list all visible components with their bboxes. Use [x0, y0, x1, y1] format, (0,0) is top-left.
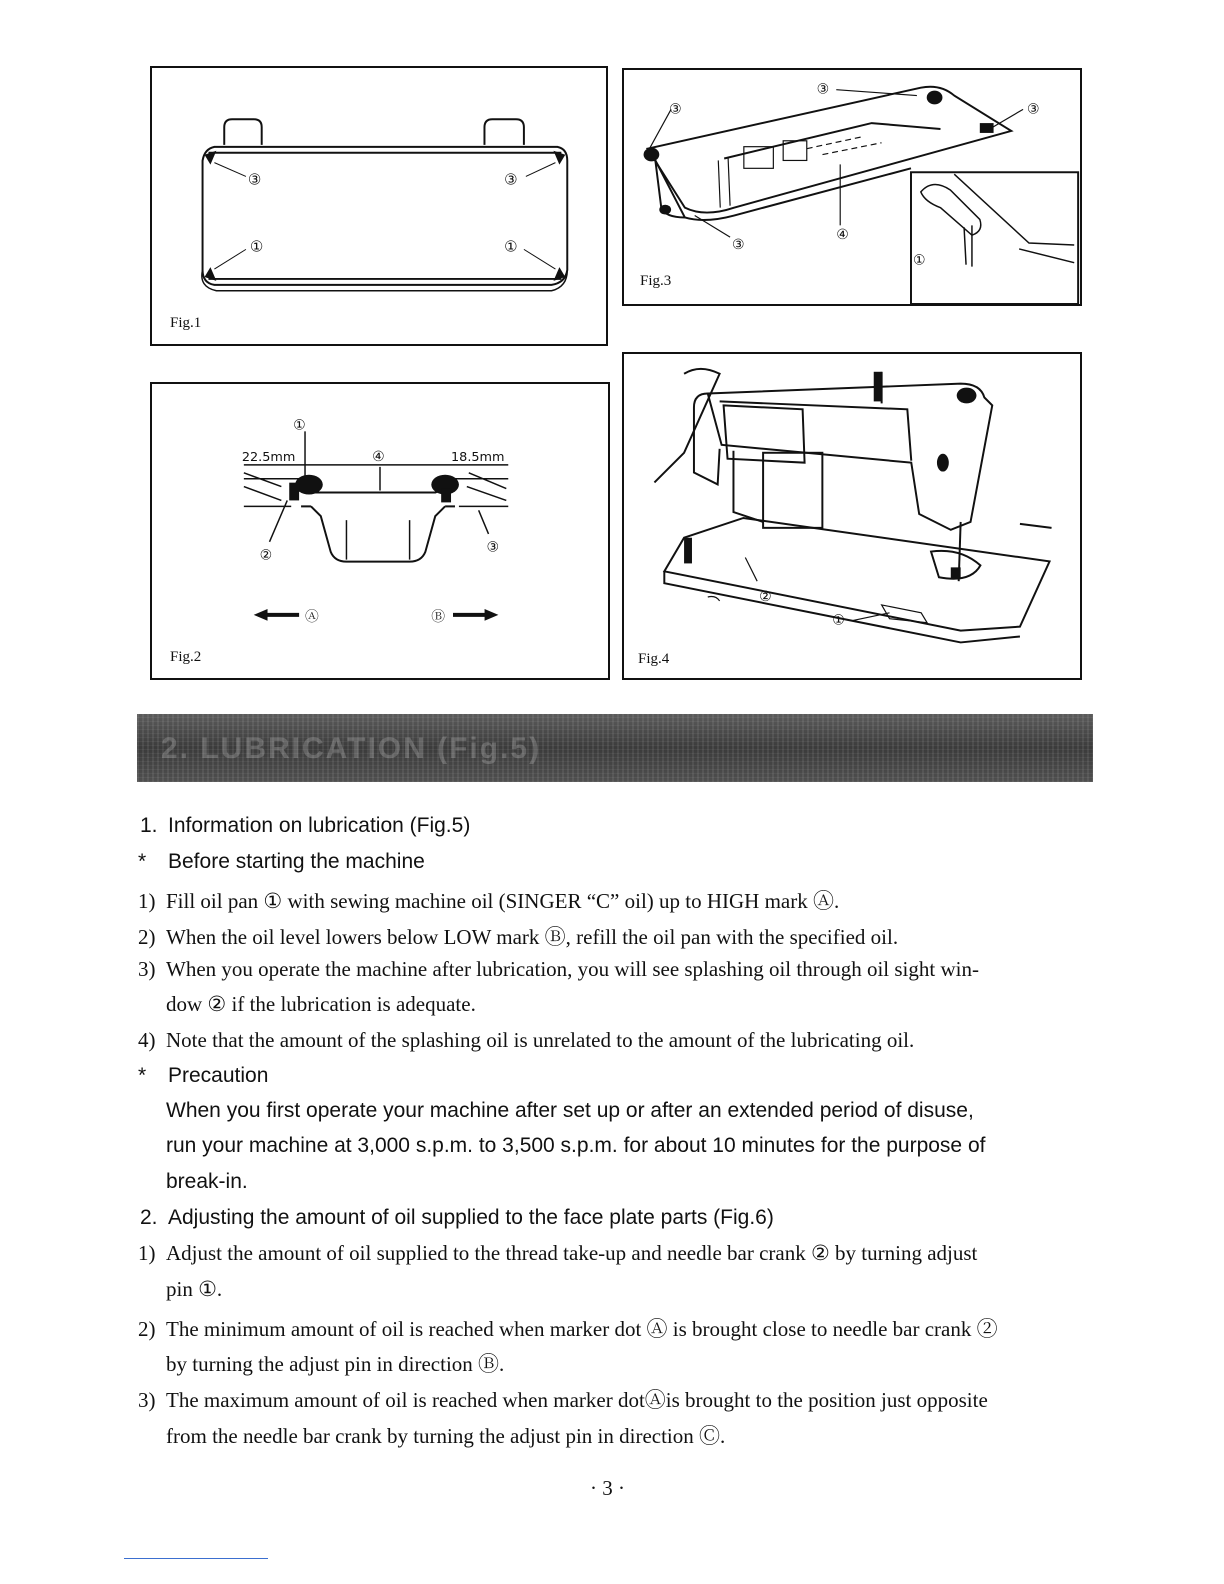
fig1-label: Fig.1: [170, 315, 202, 331]
fig2-callout-3: ③: [486, 539, 499, 556]
fig4-callout-2: ②: [759, 588, 772, 605]
fig2-arrow-a-label: Ⓐ: [305, 608, 319, 625]
footer-rule: [124, 1558, 268, 1559]
figure-4-sewing-machine: [622, 352, 1082, 680]
step-4-note: 4) Note that the amount of the splashing oil is unrelated to the amount of the lubricating oil.: [138, 1028, 915, 1052]
step-1-fill-oil: 1) Fill oil pan ① with sewing machine oil (SINGER “C” oil) up to HIGH mark Ⓐ.: [138, 889, 840, 913]
precaution-line-2: run your machine at 3,000 s.p.m. to 3,500 s.p.m. for about 10 minutes for the purpose of: [166, 1134, 986, 1157]
figure-2-oil-pan-section: [150, 382, 610, 680]
fig3-label: Fig.3: [640, 273, 672, 289]
fig4-callout-1: ①: [832, 612, 845, 629]
step-3-continued: dow ② if the lubrication is adequate.: [166, 992, 476, 1016]
section-title: 2. LUBRICATION (Fig.5): [161, 732, 542, 765]
heading-2: 2. Adjusting the amount of oil supplied to the face plate parts (Fig.6): [140, 1206, 774, 1229]
oil-pan-top-view-drawing: [152, 68, 606, 344]
oil-pan-installed-drawing: [624, 70, 1080, 304]
fig1-callout-3-left: ③: [247, 171, 262, 189]
fig3-callout-3-bottom: ③: [732, 236, 745, 253]
fig1-callout-3-right: ③: [504, 171, 518, 189]
figure-1-oil-pan-top: [150, 66, 608, 346]
heading-1: 1. Information on lubrication (Fig.5): [140, 814, 471, 837]
fig2-callout-2: ②: [259, 547, 273, 564]
subheading-before-starting: * Before starting the machine: [138, 850, 425, 873]
page-number: · 3 ·: [590, 1476, 625, 1500]
fig3-callout-3-right: ③: [1027, 101, 1040, 118]
precaution-line-1: When you first operate your machine after set up or after an extended period of disuse,: [166, 1099, 974, 1122]
sewing-machine-drawing: [624, 354, 1080, 678]
oil-pan-cross-section-drawing: [152, 384, 608, 678]
fig2-label: Fig.2: [170, 649, 202, 665]
step-3-sight-window: 3) When you operate the machine after lubrication, you will see splashing oil through oil sight win-: [138, 957, 979, 981]
fig2-callout-4: ④: [372, 448, 385, 465]
fig2-arrow-b-label: Ⓑ: [431, 608, 446, 625]
section-title-banner: [137, 714, 1093, 782]
fig2-dim-left: 22.5mm: [241, 449, 296, 465]
fig3-callout-3-left: ③: [669, 101, 682, 118]
adjust-step-2-continued: by turning the adjust pin in direction Ⓑ.: [166, 1352, 505, 1376]
adjust-step-1-continued: pin ①.: [166, 1277, 223, 1301]
fig1-callout-1-left: ①: [249, 238, 264, 256]
adjust-step-1: 1) Adjust the amount of oil supplied to the thread take-up and needle bar crank ② by turning adjust: [138, 1241, 978, 1265]
figure-3-oil-pan-installed: [622, 68, 1082, 306]
fig3-inset-callout-1: ①: [912, 252, 926, 269]
fig4-label: Fig.4: [638, 651, 670, 667]
fig2-dim-right: 18.5mm: [451, 449, 505, 465]
precaution-line-3: break-in.: [166, 1170, 248, 1193]
fig3-callout-3-top: ③: [816, 81, 829, 98]
adjust-step-3-continued: from the needle bar crank by turning the adjust pin in direction Ⓒ.: [166, 1424, 726, 1448]
adjust-step-3: 3) The maximum amount of oil is reached when marker dotⒶis brought to the position just opposite: [138, 1388, 988, 1412]
step-2-refill: 2) When the oil level lowers below LOW mark Ⓑ, refill the oil pan with the specified oil.: [138, 925, 899, 949]
fig2-callout-1: ①: [293, 417, 306, 434]
fig1-callout-1-right: ①: [504, 238, 518, 256]
adjust-step-2: 2) The minimum amount of oil is reached when marker dot Ⓐ is brought close to needle bar crank ②: [138, 1317, 998, 1341]
fig3-callout-4: ④: [836, 227, 849, 244]
subheading-precaution: * Precaution: [138, 1064, 269, 1087]
